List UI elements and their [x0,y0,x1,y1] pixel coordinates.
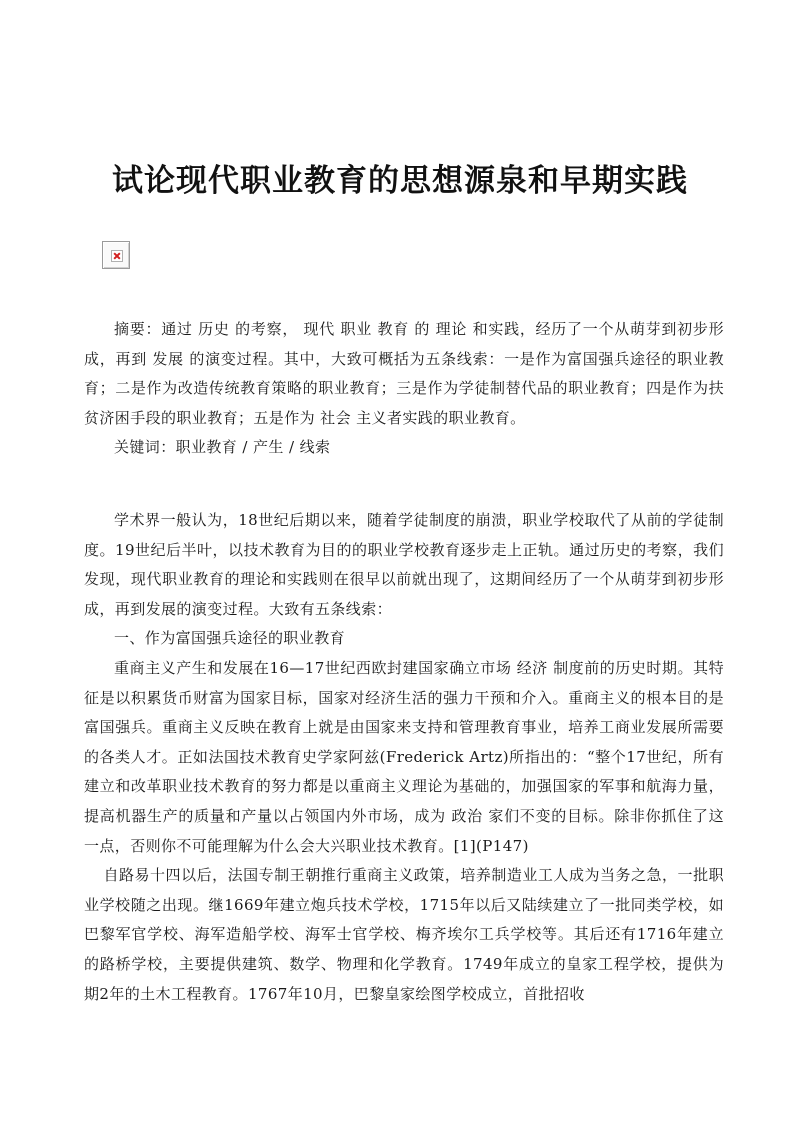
keywords-line: 关键词：职业教育 / 产生 / 线索 [114,438,331,457]
broken-image-icon [102,241,130,269]
body-paragraph: 学术界一般认为，18世纪后期以来，随着学徒制度的崩溃，职业学校取代了从前的学徒制度。19世纪后半叶，以技术教育为目的的职业学校教育逐步走上正轨。通过历史的考察，我们发现，现代职业教育的理论和实践则在很早以前就出现了，这期间经历了一个从萌芽到初步形成，再到发展的演变过程。大致有五条线索： [84,511,724,618]
abstract-paragraph: 摘要：通过 历史 的考察， 现代 职业 教育 的 理论 和实践，经历了一个从萌芽到初步形成，再到 发展 的演变过程。其中，大致可概括为五条线索：一是作为富国强兵途径的职业教育；二是作为改造传统教育策略的职业教育；三是作为学徒制替代品的职业教育；四是作为扶贫济困手段的职业教育；五是作为 社会 主义者实践的职业教育。 [84,320,724,427]
body-section [84,506,724,1009]
body-paragraph: 重商主义产生和发展在16—17世纪西欧封建国家确立市场 经济 制度前的历史时期。其特征是以积累货币财富为国家目标，国家对经济生活的强力干预和介入。重商主义的根本目的是富国强兵。重商主义反映在教育上就是由国家来支持和管理教育事业，培养工商业发展所需要的各类人才。正如法国技术教育史学家阿兹(Frederick Artz)所指出的：“整个17世纪，所有建立和改革职业技术教育的努力都是以重商主义理论为基础的，加强国家的军事和航海力量，提高机器生产的质量和产量以占领国内外市场，成为 政治 家们不变的目标。除非你抓住了这一点，否则你不可能理解为什么会大兴职业技术教育。[1](P147) [84,658,724,855]
broken-image-cross [111,250,123,262]
section-heading: 一、作为富国强兵途径的职业教育 [114,629,346,648]
body-paragraph: 自路易十四以后，法国专制王朝推行重商主义政策，培养制造业工人成为当务之急，一批职业学校随之出现。继1669年建立炮兵技术学校，1715年以后又陆续建立了一批同类学校，如巴黎军官学校、海军造船学校、海军士官学校、梅齐埃尔工兵学校等。其后还有1716年建立的路桥学校，主要提供建筑、数学、物理和化学教育。1749年成立的皇家工程学校，提供为期2年的土木工程教育。1767年10月，巴黎皇家绘图学校成立，首批招收 [84,866,724,1003]
document-title: 试论现代职业教育的思想源泉和早期实践 [112,163,688,199]
abstract-section [84,315,724,463]
